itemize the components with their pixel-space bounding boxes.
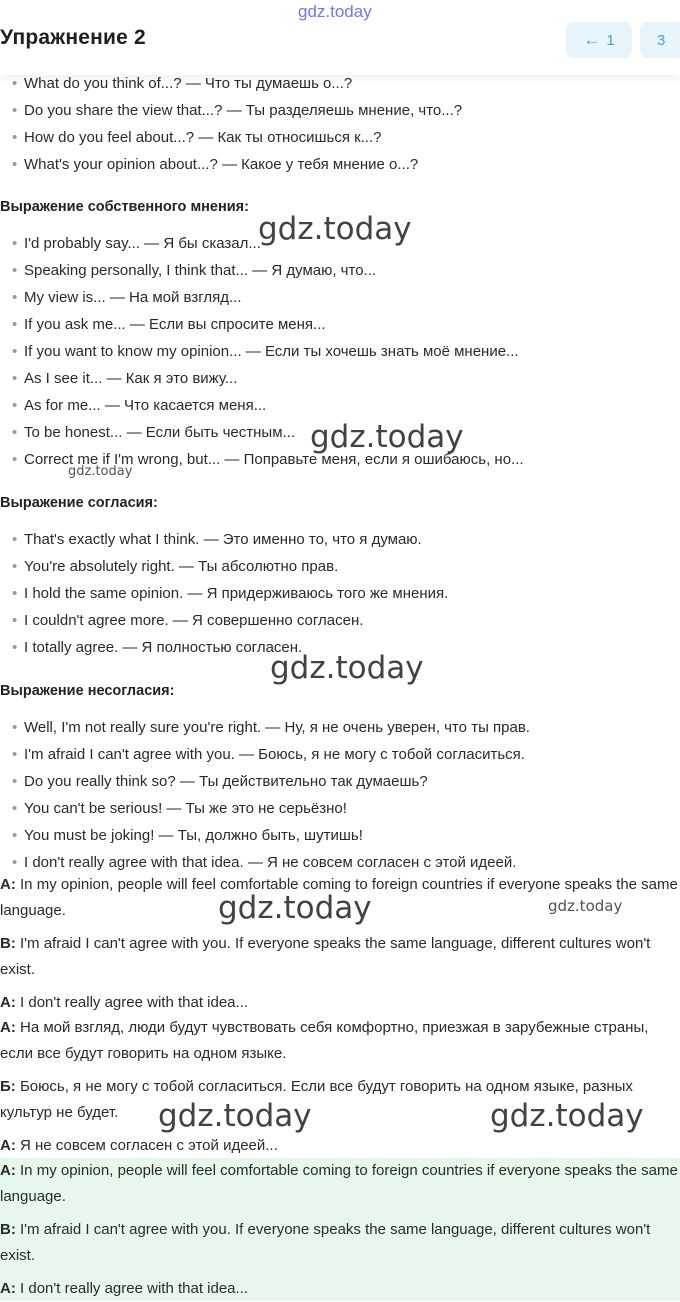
list-item: • To be honest... — Если быть честным... [12, 424, 296, 441]
highlighted-dialogue-line: A: In my opinion, people will feel comfortable coming to foreign countries if everyone speaks the same language. [0, 1162, 678, 1205]
list-item: • You're absolutely right. — Ты абсолютно прав. [12, 558, 339, 575]
section-heading-disagreement: Выражение несогласия: [0, 683, 175, 699]
list-item: • As for me... — Что касается меня... [12, 397, 267, 414]
speaker-label: B [0, 935, 11, 952]
speaker-label: A [0, 1162, 11, 1179]
list-item: • Do you really think so? — Ты действительно так думаешь? [12, 773, 428, 790]
list-item: • That's exactly what I think. — Это именно то, что я думаю. [12, 531, 422, 548]
dialogue-line: A: I don't really agree with that idea... [0, 994, 249, 1011]
list-item: • What's your opinion about...? — Какое у тебя мнение о...? [12, 156, 419, 173]
list-item: • You can't be serious! — Ты же это не серьёзно! [12, 800, 347, 817]
list-item: • If you ask me... — Если вы спросите меня... [12, 316, 326, 333]
next-exercise-label: 3 [657, 31, 666, 49]
watermark: gdz.today [490, 1098, 644, 1134]
dialogue-line: Б: Боюсь, я не могу с тобой согласиться. Если все будут говорить на одном языке, разных культур не будет. [0, 1078, 633, 1121]
watermark: gdz.today [310, 419, 464, 455]
list-item: • I don't really agree with that idea. — Я не совсем согласен с этой идеей. [12, 854, 517, 871]
speaker-label: А [0, 1137, 11, 1154]
speaker-label: Б [0, 1078, 11, 1095]
highlighted-dialogue-line: B: I'm afraid I can't agree with you. If everyone speaks the same language, different cultures won't exist. [0, 1221, 651, 1264]
list-item: • If you want to know my opinion... — Если ты хочешь знать моё мнение... [12, 343, 519, 360]
prev-exercise-button[interactable] [566, 22, 632, 58]
speaker-label: А [0, 1019, 11, 1036]
list-item: • I totally agree. — Я полностью согласен. [12, 639, 303, 656]
prev-exercise-label: 1 [606, 31, 615, 49]
dialogue-line: А: На мой взгляд, люди будут чувствовать себя комфортно, приезжая в зарубежные страны, если все будут говорить на одном языке. [0, 1019, 649, 1062]
list-item: • You must be joking! — Ты, должно быть, шутишь! [12, 827, 363, 844]
dialogue-line: B: I'm afraid I can't agree with you. If everyone speaks the same language, different cultures won't exist. [0, 935, 651, 978]
list-item: • I couldn't agree more. — Я совершенно согласен. [12, 612, 364, 629]
list-item: • What do you think of...? — Что ты думаешь о...? [12, 75, 353, 92]
section-heading-agreement: Выражение согласия: [0, 495, 158, 511]
watermark: gdz.today [158, 1098, 312, 1134]
dialogue-line: А: Я не совсем согласен с этой идеей... [0, 1137, 278, 1154]
list-item: • How do you feel about...? — Как ты относишься к...? [12, 129, 382, 146]
list-item: • As I see it... — Как я это вижу... [12, 370, 238, 387]
speaker-label: A [0, 994, 11, 1011]
watermark: gdz.today [218, 890, 372, 926]
list-item: • Correct me if I'm wrong, but... — Поправьте меня, если я ошибаюсь, но... [12, 451, 524, 468]
list-item: • I'd probably say... — Я бы сказал... [12, 235, 261, 252]
list-item: • Speaking personally, I think that... — Я думаю, что... [12, 262, 377, 279]
dialogue-line: A: In my opinion, people will feel comfortable coming to foreign countries if everyone speaks the same language. [0, 876, 678, 919]
speaker-label: B [0, 1221, 11, 1238]
watermark: gdz.today [548, 897, 623, 915]
list-item: • Well, I'm not really sure you're right. — Ну, я не очень уверен, что ты прав. [12, 719, 530, 736]
next-exercise-button[interactable] [640, 22, 680, 58]
list-item: • I'm afraid I can't agree with you. — Боюсь, я не могу с тобой согласиться. [12, 746, 525, 763]
list-item: • I hold the same opinion. — Я придерживаюсь того же мнения. [12, 585, 449, 602]
section-heading-own-opinion: Выражение собственного мнения: [0, 199, 249, 215]
watermark: gdz.today [68, 464, 133, 479]
list-item: • Do you share the view that...? — Ты разделяешь мнение, что...? [12, 102, 463, 119]
speaker-label: A [0, 876, 11, 893]
highlighted-dialogue-line: A: I don't really agree with that idea... [0, 1280, 249, 1297]
exercise-header [0, 0, 680, 75]
watermark: gdz.today [258, 211, 412, 247]
speaker-label: A [0, 1280, 11, 1297]
arrow-left-icon: ← [583, 30, 601, 49]
site-logo[interactable]: gdz.today [298, 2, 372, 21]
watermark: gdz.today [270, 650, 424, 686]
list-item: • My view is... — На мой взгляд... [12, 289, 242, 306]
page-title: Упражнение 2 [0, 26, 146, 49]
